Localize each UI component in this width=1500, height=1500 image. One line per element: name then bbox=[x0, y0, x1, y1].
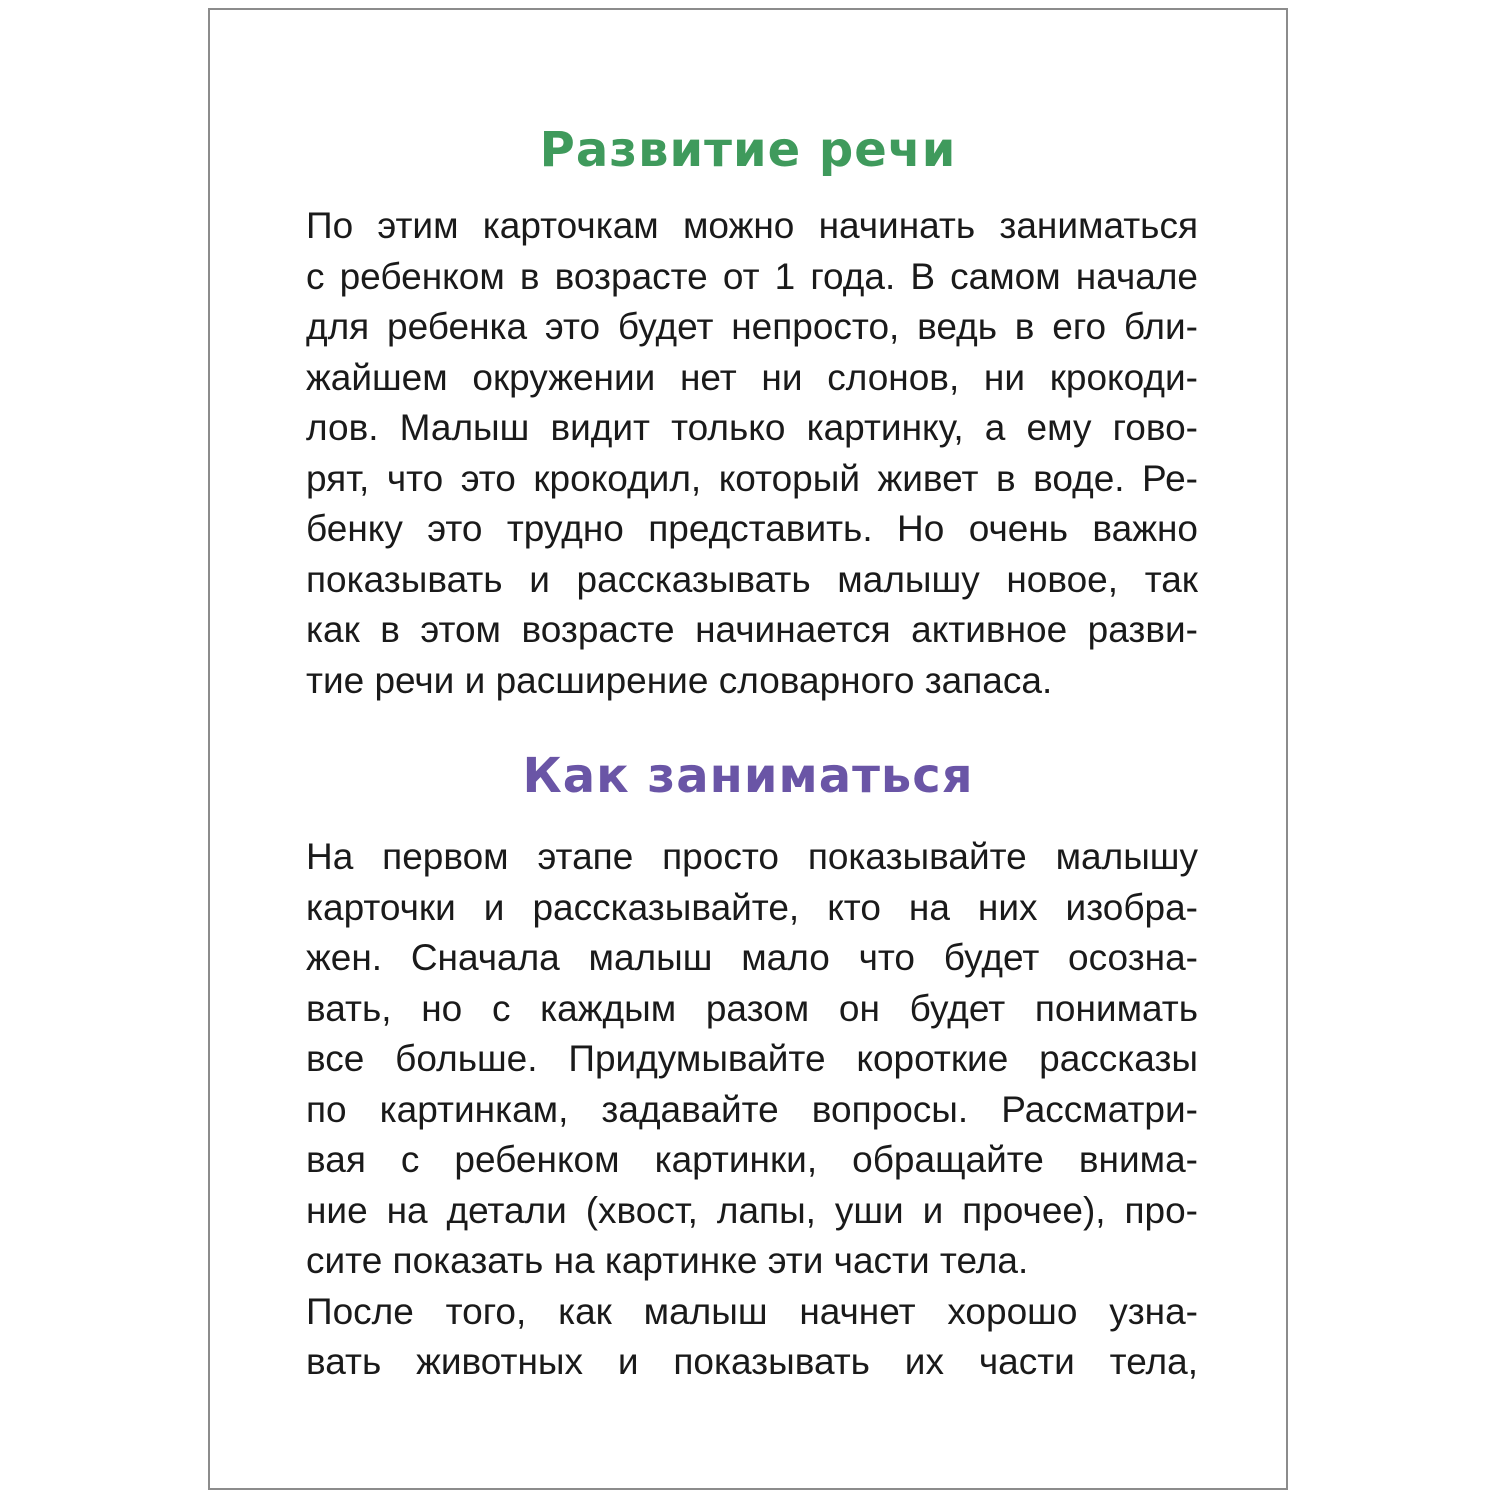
text-line: как в этом возрасте начинается активное разви- bbox=[306, 609, 1198, 650]
heading-how-to-practice: Как заниматься bbox=[522, 748, 974, 804]
text-line: сите показать на картинке эти части тела. bbox=[306, 1240, 1029, 1281]
text-line: с ребенком в возрасте от 1 года. В самом начале bbox=[306, 255, 1198, 297]
text-line: жен. Сначала малыш мало что будет осозна- bbox=[306, 937, 1198, 978]
text-line: На первом этапе просто показывайте малышу bbox=[306, 836, 1198, 877]
text-line: по картинкам, задавайте вопросы. Рассматри- bbox=[306, 1088, 1198, 1130]
text-line: жайшем окружении нет ни слонов, ни крокоди- bbox=[306, 356, 1198, 398]
speech-development-paragraph bbox=[306, 201, 1198, 706]
text-line: тие речи и расширение словарного запаса. bbox=[306, 659, 1053, 701]
text-line: вать, но с каждым разом он будет понимать bbox=[306, 987, 1198, 1029]
text-line: вая с ребенком картинки, обращайте внима- bbox=[306, 1139, 1198, 1180]
instruction-card bbox=[208, 8, 1288, 1490]
text-line: вать животных и показывать их части тела, bbox=[306, 1341, 1198, 1382]
text-line: все больше. Придумывайте короткие рассказы bbox=[306, 1038, 1198, 1079]
text-line: лов. Малыш видит только картинку, а ему гово- bbox=[306, 407, 1198, 448]
text-line: рят, что это крокодил, который живет в воде. Ре- bbox=[306, 457, 1198, 499]
heading-speech-development: Развитие речи bbox=[539, 122, 957, 178]
how-to-practice-paragraph bbox=[306, 832, 1198, 1388]
text-line: карточки и рассказывайте, кто на них изобра- bbox=[306, 886, 1198, 928]
text-line: ние на детали (хвост, лапы, уши и прочее), про- bbox=[306, 1189, 1198, 1231]
text-line: По этим карточкам можно начинать заниматься bbox=[306, 205, 1198, 246]
text-line: показывать и рассказывать малышу новое, так bbox=[306, 558, 1198, 600]
text-line: бенку это трудно представить. Но очень важно bbox=[306, 508, 1198, 549]
text-line: После того, как малыш начнет хорошо узна- bbox=[306, 1290, 1198, 1332]
text-line: для ребенка это будет непросто, ведь в его бли- bbox=[306, 306, 1198, 347]
